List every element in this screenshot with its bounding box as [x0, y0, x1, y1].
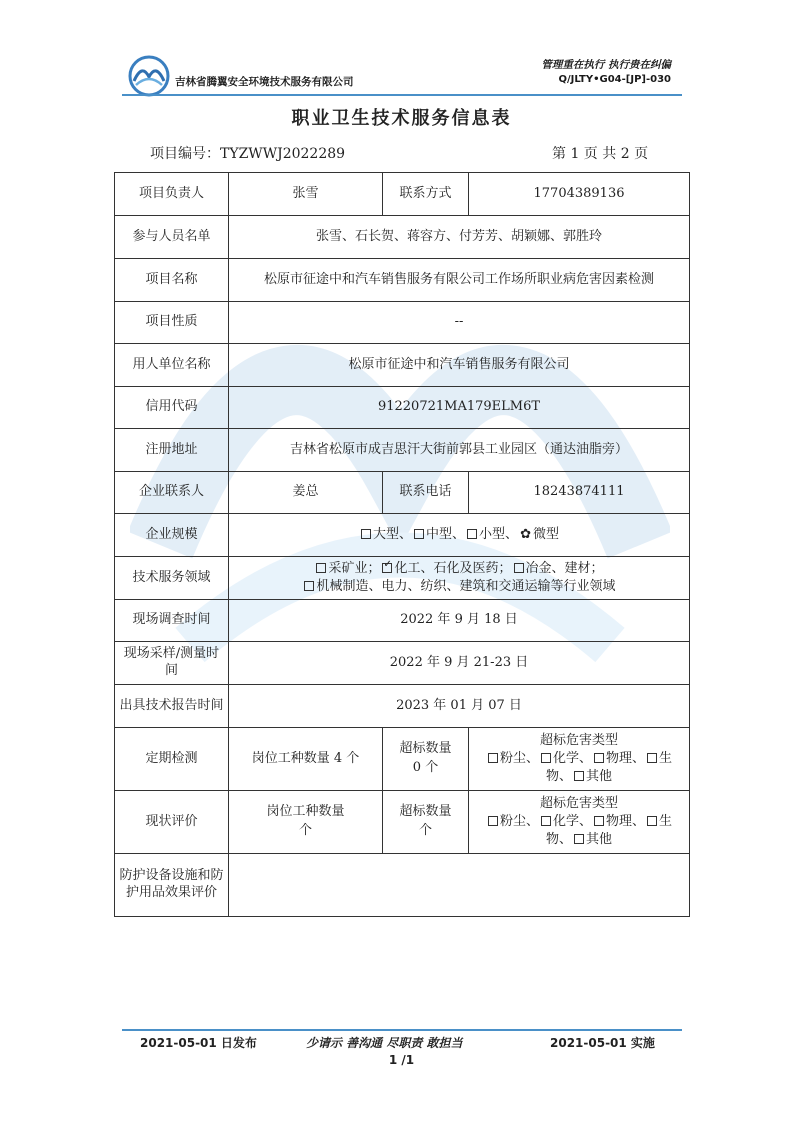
table-row — [115, 514, 690, 557]
issued-date: 2021-05-01 日发布 — [140, 1036, 257, 1050]
field-metal-text: 冶金、建材； — [525, 561, 604, 577]
enterprise-contact-value: 姜总 — [229, 472, 383, 514]
members-label: 参与人员名单 — [115, 216, 229, 259]
periodic-exceed — [383, 728, 469, 791]
hazard-other-checkbox[interactable] — [574, 834, 584, 844]
field-chem-text: 化工、石化及医药； — [394, 561, 512, 577]
document-code: Q/JLTY•G04-[JP]-030 — [558, 74, 671, 85]
status-posts — [229, 791, 383, 854]
field-metal-checkbox[interactable] — [514, 563, 524, 573]
project-name-value: 松原市征途中和汽车销售服务有限公司工作场所职业病危害因素检测 — [229, 259, 690, 302]
info-table — [114, 172, 690, 917]
hazard-phys-checkbox[interactable] — [594, 816, 604, 826]
table-row — [115, 685, 690, 728]
periodic-hazard-types — [469, 728, 690, 791]
table-row — [115, 728, 690, 791]
project-number: 项目编号：TYZWWJ2022289 — [150, 146, 346, 162]
table-row — [115, 557, 690, 600]
contact-value: 17704389136 — [469, 173, 690, 216]
table-row — [115, 344, 690, 387]
header-slogan: 管理重在执行 执行贵在纠偏 — [541, 59, 671, 71]
hazard-chem-checkbox[interactable] — [541, 816, 551, 826]
sampling-time-value: 2022 年 9 月 21-23 日 — [229, 642, 690, 685]
project-nature-value: -- — [229, 302, 690, 344]
page-info: 第 1 页 共 2 页 — [552, 146, 649, 162]
report-time-value: 2023 年 01 月 07 日 — [229, 685, 690, 728]
address-value: 吉林省松原市成吉思汗大街前郭县工业园区（通达油脂旁） — [229, 429, 690, 472]
service-field-options — [229, 557, 690, 600]
scale-medium-checkbox[interactable] — [414, 529, 424, 539]
hazard-phys-checkbox[interactable] — [594, 753, 604, 763]
survey-time-label: 现场调查时间 — [115, 600, 229, 642]
hazard-phys-text: 物理、 — [606, 813, 646, 829]
hazard-bio-checkbox[interactable] — [647, 816, 657, 826]
scale-large-checkbox[interactable] — [361, 529, 371, 539]
scale-large-text: 大型、 — [373, 526, 413, 542]
scale-small-checkbox[interactable] — [467, 529, 477, 539]
employer-label: 用人单位名称 — [115, 344, 229, 387]
effective-date: 2021-05-01 实施 — [550, 1036, 655, 1050]
footer-divider — [122, 1029, 682, 1031]
hazard-chem-checkbox[interactable] — [541, 753, 551, 763]
table-row — [115, 216, 690, 259]
table-row — [115, 387, 690, 429]
header-divider — [122, 94, 682, 96]
scale-options — [229, 514, 690, 557]
field-mining-text: 采矿业； — [328, 561, 381, 577]
status-eval-label: 现状评价 — [115, 791, 229, 854]
credit-code-label: 信用代码 — [115, 387, 229, 429]
status-exceed-unit: 个 — [418, 823, 432, 838]
hazard-dust-text: 粉尘、 — [499, 750, 539, 766]
survey-time-value: 2022 年 9 月 18 日 — [229, 600, 690, 642]
table-row — [115, 791, 690, 854]
status-exceed — [383, 791, 469, 854]
project-name-label: 项目名称 — [115, 259, 229, 302]
enterprise-contact-label: 企业联系人 — [115, 472, 229, 514]
report-time-label: 出具技术报告时间 — [115, 685, 229, 728]
table-row — [115, 642, 690, 685]
hazard-bio-text-cont: 物、 — [545, 832, 572, 848]
table-row — [115, 472, 690, 514]
hazard-type-label: 超标危害类型 — [539, 795, 618, 811]
enterprise-phone-value: 18243874111 — [469, 472, 690, 514]
scale-label: 企业规模 — [115, 514, 229, 557]
hazard-bio-checkbox[interactable] — [647, 753, 657, 763]
page-number: 1 /1 — [388, 1053, 415, 1067]
leader-value: 张雪 — [229, 173, 383, 216]
table-row — [115, 854, 690, 917]
page-title: 职业卫生技术服务信息表 — [291, 108, 512, 129]
gear-icon[interactable]: ✿ — [520, 526, 531, 542]
credit-code-value: 91220721MA179ELM6T — [229, 387, 690, 429]
hazard-type-label: 超标危害类型 — [539, 732, 618, 748]
hazard-chem-text: 化学、 — [552, 750, 592, 766]
periodic-label: 定期检测 — [115, 728, 229, 791]
protection-eval-value — [229, 854, 690, 917]
hazard-dust-checkbox[interactable] — [488, 753, 498, 763]
table-row — [115, 302, 690, 344]
hazard-other-checkbox[interactable] — [574, 771, 584, 781]
footer-slogan: 少请示 善沟通 尽职责 敢担当 — [306, 1036, 463, 1050]
status-posts-unit: 个 — [298, 823, 312, 838]
periodic-exceed-label: 超标数量 — [399, 741, 452, 757]
company-name: 吉林省腾翼安全环境技术服务有限公司 — [175, 76, 354, 88]
employer-value: 松原市征途中和汽车销售服务有限公司 — [229, 344, 690, 387]
field-mech-text: 机械制造、电力、纺织、建筑和交通运输等行业领域 — [316, 579, 616, 594]
leader-label: 项目负责人 — [115, 173, 229, 216]
hazard-bio-text-cont: 物、 — [545, 769, 572, 785]
field-mech-checkbox[interactable] — [304, 581, 314, 591]
address-label: 注册地址 — [115, 429, 229, 472]
field-mining-checkbox[interactable] — [316, 563, 326, 573]
periodic-posts: 岗位工种数量 4 个 — [229, 728, 383, 791]
table-row — [115, 173, 690, 216]
sampling-time-label: 现场采样/测量时间 — [115, 642, 229, 685]
service-field-label: 技术服务领域 — [115, 557, 229, 600]
status-exceed-label: 超标数量 — [399, 804, 452, 820]
enterprise-phone-label: 联系电话 — [383, 472, 469, 514]
table-row — [115, 429, 690, 472]
project-nature-label: 项目性质 — [115, 302, 229, 344]
table-row — [115, 600, 690, 642]
status-hazard-types — [469, 791, 690, 854]
hazard-bio-text: 生 — [659, 813, 673, 829]
hazard-other-text: 其他 — [586, 832, 613, 848]
hazard-chem-text: 化学、 — [552, 813, 592, 829]
hazard-other-text: 其他 — [586, 769, 613, 785]
field-chem-checkbox[interactable] — [382, 563, 392, 573]
members-value: 张雪、石长贺、蒋容方、付芳芳、胡颖娜、郭胜玲 — [229, 216, 690, 259]
table-row — [115, 259, 690, 302]
hazard-bio-text: 生 — [659, 750, 673, 766]
scale-medium-text: 中型、 — [426, 526, 466, 542]
hazard-dust-text: 粉尘、 — [499, 813, 539, 829]
hazard-phys-text: 物理、 — [606, 750, 646, 766]
scale-micro-text: 微型 — [532, 526, 559, 542]
scale-small-text: 小型、 — [479, 526, 519, 542]
protection-eval-label: 防护设备设施和防护用品效果评价 — [115, 854, 229, 917]
contact-label: 联系方式 — [383, 173, 469, 216]
periodic-exceed-value: 0 个 — [412, 760, 439, 775]
company-logo-icon — [128, 55, 170, 97]
hazard-dust-checkbox[interactable] — [488, 816, 498, 826]
status-posts-label: 岗位工种数量 — [266, 804, 345, 820]
